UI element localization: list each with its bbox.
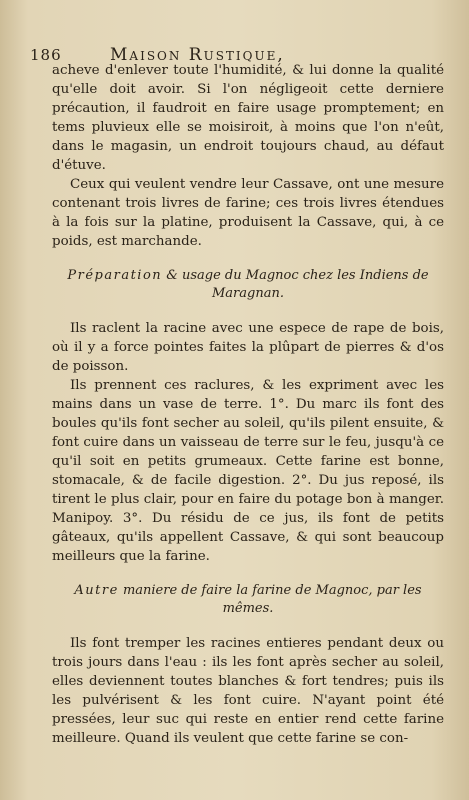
section-heading-lead: Préparation [67, 268, 163, 283]
section-heading-lead: Autre [74, 583, 119, 598]
page-body [52, 61, 444, 748]
section-heading [52, 267, 444, 303]
paragraph: acheve d'enlever toute l'humidité, & lui donne la qualité qu'elle doit avoir. Si l'on négligeoit cette derniere précaution, il faudroit en faire usage promptement; en tems pluvieux elle se moisiroit, à moins que l'on n'eût, dans le magasin, un endroit toujours chaud, au défaut d'étuve. [52, 63, 444, 173]
page-number: 186 [30, 46, 62, 64]
paragraph: Ceux qui veulent vendre leur Cassave, ont une mesure contenant trois livres de farine; ces trois livres étendues à la fois sur la platine, produisent la Cassave, qui, à ce poids, est marchande. [52, 177, 444, 249]
section-heading-rest: maniere de faire la farine de Magnoc, par les mêmes. [118, 583, 422, 616]
paragraph: Ils raclent la racine avec une espece de rape de bois, où il y a force pointes faites la plûpart de pierres & d'os de poisson. [52, 321, 444, 374]
paragraph: Ils font tremper les racines entieres pendant deux ou trois jours dans l'eau : ils les font après secher au soleil, elles deviennent toutes blanches & fort tendres; puis ils les pulvérisent & les font cuire. N'ayant point été pressées, leur suc qui reste en entier rend cette farine meilleure. Quand ils veulent que cette farine se con- [52, 636, 444, 746]
section-heading-rest: & usage du Magnoc chez les Indiens de Maragnan. [162, 268, 429, 301]
section-heading [52, 582, 444, 618]
paragraph: Ils prennent ces raclures, & les expriment avec les mains dans un vase de terre. 1°. Du marc ils font des boules qu'ils font secher au soleil, qu'ils pilent ensuite, & font cuire dans un vaisseau de terre sur le feu, jusqu'à ce qu'il soit en petits grumeaux. Cette farine est bonne, stomacale, & de facile digestion. 2°. Du jus reposé, ils tirent le plus clair, pour en faire du potage bon à manger. Manipoy. 3°. Du résidu de ce jus, ils font de petits gâteaux, qu'ils appellent Cassave, & qui sont beaucoup meilleurs que la farine. [52, 378, 444, 564]
running-title: Maison Rustique, [110, 45, 285, 65]
